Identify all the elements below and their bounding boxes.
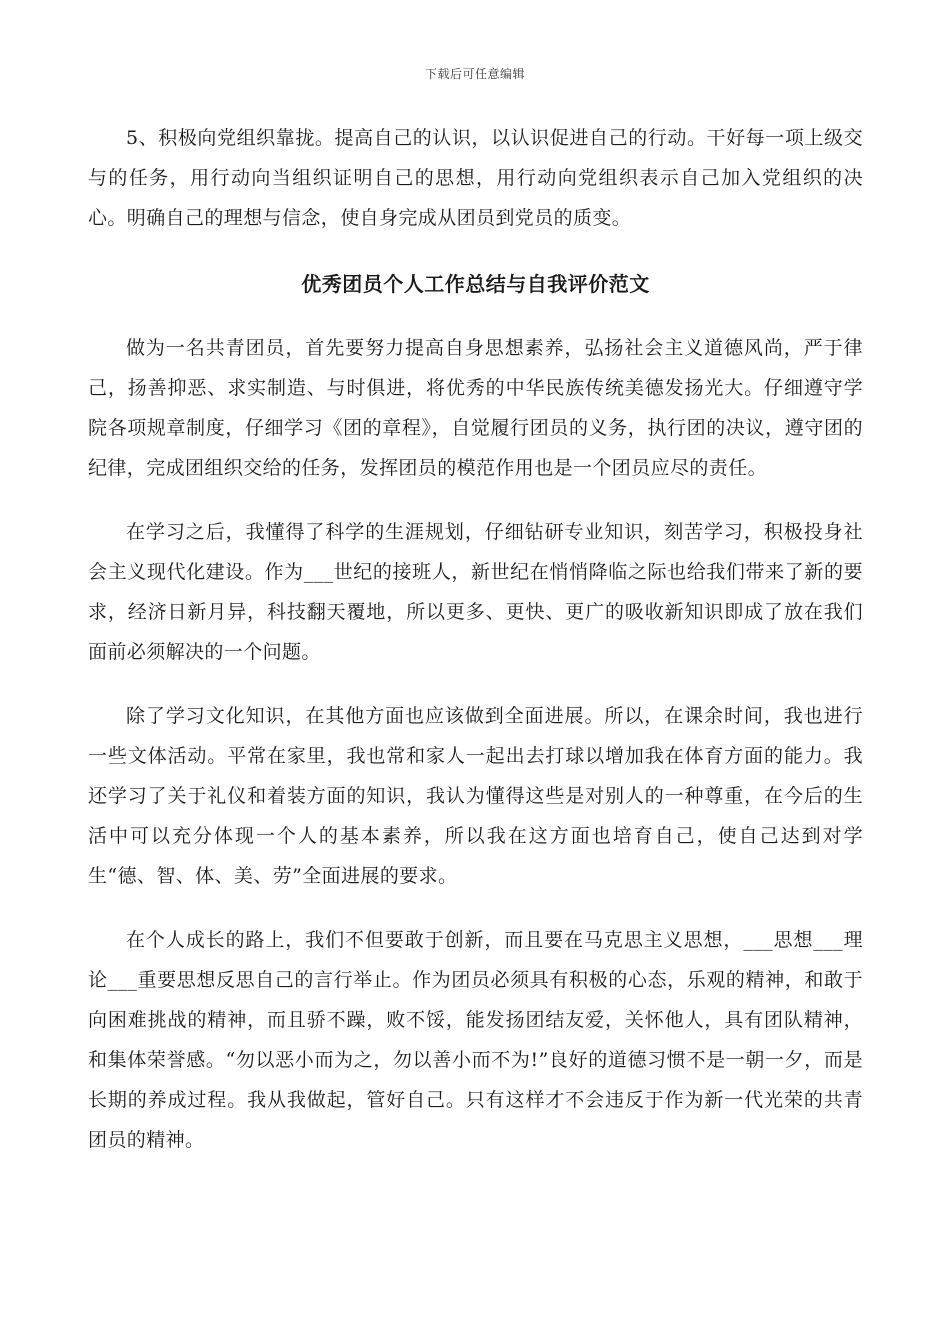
body-paragraph-4: 在个人成长的路上，我们不但要敢于创新，而且要在马克思主义思想，___思想___理论___重要思想反思自己的言行举止。作为团员必须具有积极的心态，乐观的精神，和敢于向困难挑战的精神，而且骄不躁，败不馁，能发扬团结友爱，关怀他人，具有团队精神，和集体荣誉感。“勿以恶小而为之，勿以善小而不为!”良好的道德习惯不是一朝一夕，而是长期的养成过程。我从我做起，管好自己。只有这样才不会违反于作为新一代光荣的共青团员的精神。	[88, 929, 863, 1151]
body-paragraph-1: 做为一名共青团员，首先要努力提高自身思想素养，弘扬社会主义道德风尚，严于律己，扬善抑恶、求实制造、与时俱进，将优秀的中华民族传统美德发扬光大。仔细遵守学院各项规章制度，仔细学习《团的章程》，自觉履行团员的义务，执行团的决议，遵守团的纪律，完成团组织交给的任务，发挥团员的模范作用也是一个团员应尽的责任。	[88, 337, 863, 479]
body-paragraph-3: 除了学习文化知识，在其他方面也应该做到全面进展。所以，在课余时间，我也进行一些文体活动。平常在家里，我也常和家人一起出去打球以增加我在体育方面的能力。我还学习了关于礼仪和着装方面的知识，我认为懂得这些是对别人的一种尊重，在今后的生活中可以充分体现一个人的基本素养，所以我在这方面也培育自己，使自己达到对学生“德、智、体、美、劳”全面进展的要求。	[88, 705, 863, 887]
document-title: 优秀团员个人工作总结与自我评价范文	[301, 272, 650, 296]
document-body	[88, 118, 863, 1160]
page-header-note: 下载后可任意编辑	[424, 67, 525, 81]
intro-paragraph: 5、积极向党组织靠拢。提高自己的认识，以认识促进自己的行动。干好每一项上级交与的任务，用行动向当组织证明自己的思想，用行动向党组织表示自己加入党组织的决心。明确自己的理想与信念，使自身完成从团员到党员的质变。	[88, 127, 863, 229]
body-paragraph-2: 在学习之后，我懂得了科学的生涯规划，仔细钻研专业知识，刻苦学习，积极投身社会主义现代化建设。作为___世纪的接班人，新世纪在悄悄降临之际也给我们带来了新的要求，经济日新月异，科技翻天覆地，所以更多、更快、更广的吸收新知识即成了放在我们面前必须解决的一个问题。	[88, 521, 863, 663]
